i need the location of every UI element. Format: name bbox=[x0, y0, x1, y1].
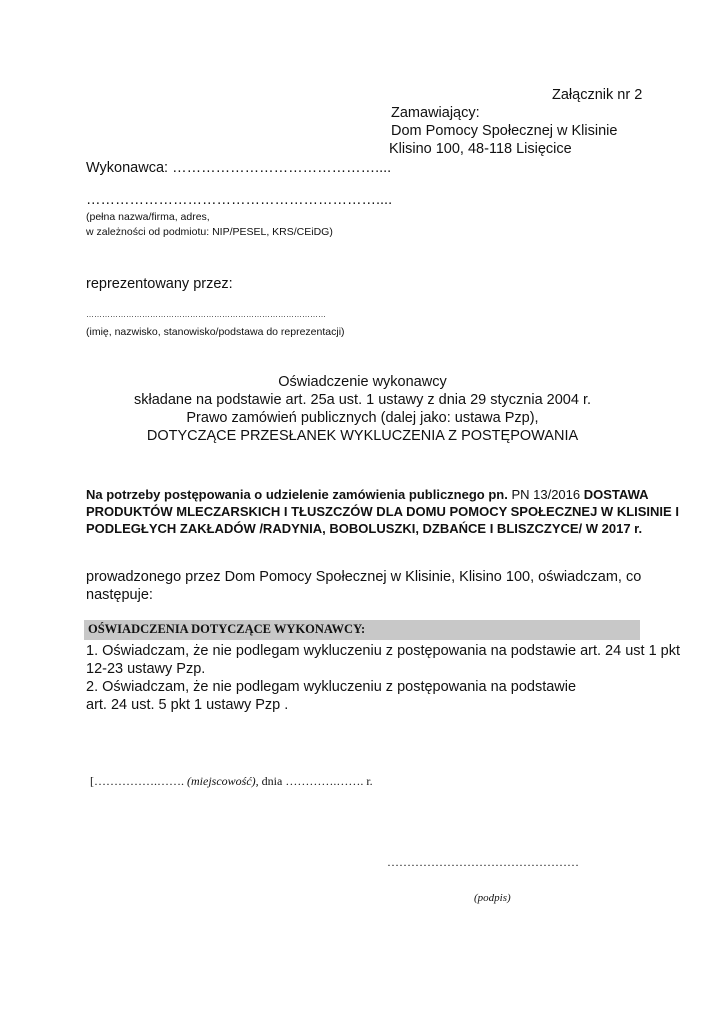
contractor-dots-line: …………………………………………………….... bbox=[86, 192, 393, 208]
procurement-number: PN 13/2016 bbox=[511, 487, 581, 502]
statement-title: Oświadczenie wykonawcy bbox=[278, 374, 447, 390]
declaration-2-line2: art. 24 ust. 5 pkt 1 ustawy Pzp . bbox=[86, 697, 289, 713]
representative-dots-line: ……………………………………………………………………………… bbox=[86, 310, 326, 319]
procurement-intro: Na potrzeby postępowania o udzielenie zamówienia publicznego pn. bbox=[86, 487, 508, 502]
ordering-party-label: Zamawiający: bbox=[391, 105, 480, 121]
procurement-line2: PRODUKTÓW MLECZARSKICH I TŁUSZCZÓW DLA DOMU POMOCY SPOŁECZNEJ W KLISINIE I bbox=[86, 504, 679, 519]
statement-law-line: Prawo zamówień publicznych (dalej jako: ustawa Pzp), bbox=[186, 410, 539, 426]
procurement-line1 bbox=[86, 487, 649, 502]
representative-label: reprezentowany przez: bbox=[86, 276, 233, 292]
declaration-2-line1: 2. Oświadczam, że nie podlegam wykluczeniu z postępowania na podstawie bbox=[86, 679, 577, 695]
statement-subject-line: DOTYCZĄCE PRZESŁANEK WYKLUCZENIA Z POSTĘPOWANIA bbox=[146, 428, 579, 444]
attachment-label: Załącznik nr 2 bbox=[552, 87, 643, 103]
statement-basis-line: składane na podstawie art. 25a ust. 1 ustawy z dnia 29 stycznia 2004 r. bbox=[133, 392, 592, 408]
contractor-note-line2: w zależności od podmiotu: NIP/PESEL, KRS/CEiDG) bbox=[86, 226, 333, 238]
contractor-note-line1: (pełna nazwa/firma, adres, bbox=[86, 211, 210, 223]
section-heading: OŚWIADCZENIA DOTYCZĄCE WYKONAWCY: bbox=[88, 622, 366, 636]
place-date-line bbox=[90, 774, 373, 789]
conducted-line2: następuje: bbox=[86, 587, 153, 603]
section-heading-bar bbox=[84, 620, 640, 640]
procurement-keyword: DOSTAWA bbox=[583, 487, 649, 502]
date-field: dnia ………….……. r. bbox=[261, 774, 373, 788]
ordering-party-name: Dom Pomocy Społecznej w Klisinie bbox=[391, 123, 618, 139]
declaration-1-line1: 1. Oświadczam, że nie podlegam wykluczeniu z postępowania na podstawie art. 24 ust 1 pkt bbox=[86, 643, 681, 659]
declaration-1-line2: 12-23 ustawy Pzp. bbox=[86, 661, 206, 677]
representative-note: (imię, nazwisko, stanowisko/podstawa do reprezentacji) bbox=[86, 326, 345, 338]
conducted-line1: prowadzonego przez Dom Pomocy Społecznej w Klisinie, Klisino 100, oświadczam, co bbox=[86, 569, 642, 585]
ordering-party-address: Klisino 100, 48-118 Lisięcice bbox=[389, 141, 572, 157]
procurement-line3: PODLEGŁYCH ZAKŁADÓW /RADYNIA, BOBOLUSZKI, DZBAŃCE I BLISZCZYCE/ W 2017 r. bbox=[86, 521, 643, 536]
signature-dots: ………………………………………… bbox=[387, 855, 579, 869]
place-field: […………….……. bbox=[90, 774, 184, 788]
contractor-label: Wykonawca: …………………………………….... bbox=[86, 160, 392, 176]
signature-label: (podpis) bbox=[474, 892, 511, 904]
place-label: (miejscowość), bbox=[187, 774, 259, 788]
